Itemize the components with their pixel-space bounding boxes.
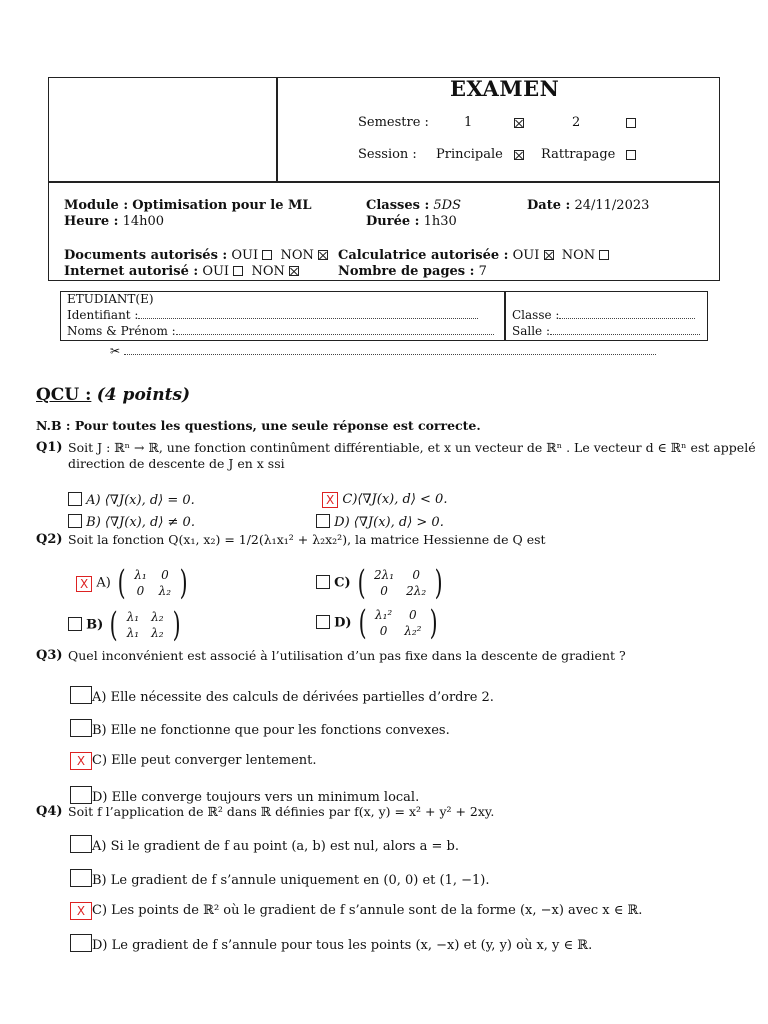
documents-non-label: NON [280,248,314,263]
classe-field[interactable] [559,308,695,319]
session-label: Session : [358,147,417,162]
calculatrice-non-checkbox[interactable] [599,250,609,260]
internet-label: Internet autorisé : [64,264,199,279]
date-value: 24/11/2023 [574,198,650,213]
q2-option-b[interactable] [68,605,183,645]
heure-label: Heure : [64,214,119,229]
documents-oui-label: OUI [231,248,259,263]
q1-b-text: B) ⟨∇J(x), d⟩ ≠ 0. [86,515,195,530]
q4-text: Soit f l’application de ℝ² dans ℝ définies par f(x, y) = x² + y² + 2xy. [68,804,495,819]
salle-label: Salle : [512,324,551,338]
qcu-heading [36,385,190,405]
q2-option-d[interactable] [316,603,441,643]
q4-d-text: D) Le gradient de f s’annule pour tous les points (x, −x) et (y, y) où x, y ∈ ℝ. [92,938,593,953]
calculatrice-oui-checkbox[interactable] [544,250,554,260]
header-divider-vertical [276,78,278,181]
duree-line [366,214,457,229]
q1-option-b[interactable] [68,514,195,530]
q1-b-checkbox[interactable] [68,514,82,528]
cut-line [124,346,656,355]
q2-d-label: D) [334,615,352,631]
q2-b-label: B) [86,617,104,633]
q1-option-d[interactable] [316,514,444,530]
duree-value: 1h30 [423,214,457,229]
semestre-opt2: 2 [572,115,581,130]
q4-c-text: C) Les points de ℝ² où le gradient de f s’annule sont de la forme (x, −x) avec x ∈ ℝ. [92,903,643,918]
q4-a-checkbox[interactable] [70,835,92,853]
documents-non-checkbox[interactable] [318,250,328,260]
classes-label: Classes : [366,198,430,213]
session-principale-checkbox[interactable] [514,150,524,160]
session-opt1: Principale [436,147,503,162]
q4-number: Q4) [36,804,63,819]
q2-option-a[interactable] [76,563,190,603]
salle-field[interactable] [550,324,700,335]
calculatrice-non-label: NON [561,248,596,263]
module-label: Module : [64,198,129,213]
student-heading: ETUDIANT(E) [67,292,154,306]
q2-option-c[interactable] [316,563,445,603]
q1-c-answer-mark[interactable]: X [322,492,338,508]
qcu-title: QCU : [36,385,92,405]
q3-b-text: B) Elle ne fonctionne que pour les fonctions convexes. [92,723,450,738]
module-line [64,198,312,213]
q3-option-b[interactable] [70,719,450,738]
q2-b-checkbox[interactable] [68,617,82,631]
q1-a-checkbox[interactable] [68,492,82,506]
q3-c-text: C) Elle peut converger lentement. [92,753,317,768]
q2-c-checkbox[interactable] [316,575,330,589]
q2-a-answer-mark[interactable]: X [76,576,92,592]
exam-title: EXAMEN [450,76,560,101]
qcu-note: N.B : Pour toutes les questions, une seule réponse est correcte. [36,418,481,433]
q4-b-checkbox[interactable] [70,869,92,887]
duree-label: Durée : [366,214,420,229]
q3-d-checkbox[interactable] [70,786,92,804]
session-rattrapage-checkbox[interactable] [626,150,636,160]
q3-option-c[interactable] [70,752,317,770]
noms-field[interactable] [176,324,494,335]
q1-number: Q1) [36,440,63,455]
q3-option-a[interactable] [70,686,494,705]
internet-line [64,264,299,279]
q1-d-checkbox[interactable] [316,514,330,528]
q3-option-d[interactable] [70,786,419,805]
q4-b-text: B) Le gradient de f s’annule uniquement en (0, 0) et (1, −1). [92,873,490,888]
heure-value: 14h00 [122,214,165,229]
q3-d-text: D) Elle converge toujours vers un minimum local. [92,790,420,805]
q2-number: Q2) [36,532,63,547]
semestre-label: Semestre : [358,115,429,130]
internet-non-label: NON [251,264,285,279]
q4-d-checkbox[interactable] [70,934,92,952]
q2-a-label: A) [96,575,111,591]
header-divider-horizontal [49,181,719,183]
semestre-2-checkbox[interactable] [626,118,636,128]
documents-label: Documents autorisés : [64,248,228,263]
q1-a-text: A) ⟨∇J(x), d⟩ = 0. [86,493,195,508]
q3-number: Q3) [36,648,63,663]
noms-line [67,324,494,338]
q3-a-text: A) Elle nécessite des calculs de dérivées partielles d’ordre 2. [92,690,494,705]
q2-c-label: C) [334,575,351,591]
q4-option-a[interactable] [70,835,459,854]
semestre-opt1: 1 [464,115,473,130]
q4-c-answer-mark[interactable]: X [70,902,92,920]
qcu-points: (4 points) [96,385,191,405]
q1-c-text: C)⟨∇J(x), d⟩ < 0. [342,492,448,507]
classe-line [512,308,695,322]
identifiant-line [67,308,478,322]
internet-non-checkbox[interactable] [289,266,299,276]
calculatrice-oui-label: OUI [512,248,540,263]
q2-c-matrix: ( 2λ₁ 0 0 2λ₂ ) [357,563,443,603]
q3-c-answer-mark[interactable]: X [70,752,92,770]
date-label: Date : [527,198,571,213]
q4-a-text: A) Si le gradient de f au point (a, b) est nul, alors a = b. [92,839,459,854]
classes-value: 5DS [433,198,462,213]
q2-text: Soit la fonction Q(x₁, x₂) = 1/2(λ₁x₁² + λ₂x₂²), la matrice Hessienne de Q est [68,532,546,547]
student-box-divider [504,292,506,340]
q2-d-checkbox[interactable] [316,615,330,629]
q4-option-c[interactable] [70,902,642,920]
documents-oui-checkbox[interactable] [262,250,272,260]
q2-b-matrix: ( λ₁ λ₂ λ₁ λ₂ ) [110,605,181,645]
classe-label: Classe : [512,308,560,322]
q4-option-b[interactable] [70,869,490,888]
identifiant-label: Identifiant : [67,308,139,322]
q4-option-d[interactable] [70,934,592,953]
calculatrice-line [338,248,609,263]
q3-b-checkbox[interactable] [70,719,92,737]
pages-label: Nombre de pages : [338,264,475,279]
identifiant-field[interactable] [138,308,478,319]
documents-line [64,248,328,263]
q2-a-matrix: ( λ₁ 0 0 λ₂ ) [117,563,188,603]
q3-a-checkbox[interactable] [70,686,92,704]
session-opt2: Rattrapage [541,147,616,162]
internet-oui-label: OUI [202,264,230,279]
noms-label: Noms & Prénom : [67,324,176,338]
student-box [60,291,708,341]
q2-d-matrix: ( λ₁² 0 0 λ₂² ) [358,603,439,643]
salle-line [512,324,700,338]
scissors-icon: ✂ [110,344,121,358]
calculatrice-label: Calculatrice autorisée : [338,248,509,263]
module-value: Optimisation pour le ML [132,198,312,213]
semestre-1-checkbox[interactable] [514,118,524,128]
q1-option-a[interactable] [68,492,195,508]
pages-line [338,264,487,279]
heure-line [64,214,164,229]
q1-option-c[interactable] [322,492,447,508]
q1-text-1: Soit J : ℝⁿ → ℝ, une fonction continûment différentiable, et x un vecteur de ℝⁿ . Le vecteur d ∈ ℝⁿ est appelé [68,440,756,455]
q3-text: Quel inconvénient est associé à l’utilisation d’un pas fixe dans la descente de gradient ? [68,648,626,663]
classes-line [366,198,461,213]
internet-oui-checkbox[interactable] [233,266,243,276]
pages-value: 7 [478,264,487,279]
q1-text-2: direction de descente de J en x ssi [68,456,285,471]
q1-d-text: D) ⟨∇J(x), d⟩ > 0. [334,515,444,530]
date-line [527,198,649,213]
